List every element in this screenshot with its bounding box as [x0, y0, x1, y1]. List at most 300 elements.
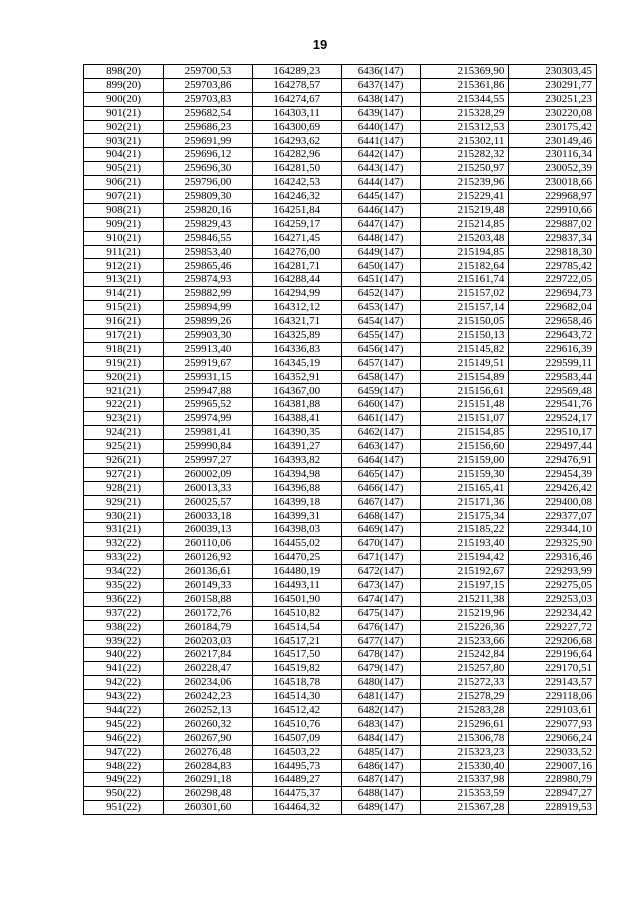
x-coordinate-left-cell: 259796,00: [164, 176, 253, 190]
point-id-right-cell: 6465(147): [341, 467, 420, 481]
y-coordinate-left-cell: 164294,99: [252, 287, 341, 301]
x-coordinate-right-cell: 215159,00: [420, 453, 509, 467]
table-row: [84, 551, 597, 565]
page-number: 19: [312, 37, 328, 52]
point-id-right-cell: 6460(147): [341, 398, 420, 412]
y-coordinate-right-cell: 229234,42: [509, 606, 597, 620]
x-coordinate-left-cell: 260184,79: [164, 620, 253, 634]
x-coordinate-left-cell: 259981,41: [164, 426, 253, 440]
x-coordinate-left-cell: 260234,06: [164, 676, 253, 690]
point-id-left-cell: 922(21): [84, 398, 164, 412]
point-id-right-cell: 6477(147): [341, 634, 420, 648]
point-id-left-cell: 931(21): [84, 523, 164, 537]
y-coordinate-right-cell: 229344,10: [509, 523, 597, 537]
y-coordinate-left-cell: 164510,82: [252, 606, 341, 620]
x-coordinate-right-cell: 215337,98: [420, 773, 509, 787]
y-coordinate-right-cell: 229524,17: [509, 412, 597, 426]
table-row: [84, 176, 597, 190]
table-row: [84, 676, 597, 690]
y-coordinate-left-cell: 164517,21: [252, 634, 341, 648]
point-id-right-cell: 6489(147): [341, 801, 420, 815]
point-id-right-cell: 6470(147): [341, 537, 420, 551]
x-coordinate-left-cell: 260149,33: [164, 578, 253, 592]
y-coordinate-left-cell: 164281,71: [252, 259, 341, 273]
y-coordinate-left-cell: 164381,88: [252, 398, 341, 412]
table-row: [84, 203, 597, 217]
y-coordinate-left-cell: 164271,45: [252, 231, 341, 245]
point-id-left-cell: 913(21): [84, 273, 164, 287]
y-coordinate-left-cell: 164288,44: [252, 273, 341, 287]
y-coordinate-right-cell: 229785,42: [509, 259, 597, 273]
y-coordinate-left-cell: 164293,62: [252, 134, 341, 148]
table-row: [84, 231, 597, 245]
table-row: [84, 120, 597, 134]
y-coordinate-left-cell: 164512,42: [252, 703, 341, 717]
table-row: [84, 162, 597, 176]
point-id-left-cell: 949(22): [84, 773, 164, 787]
x-coordinate-left-cell: 260252,13: [164, 703, 253, 717]
x-coordinate-left-cell: 259703,83: [164, 92, 253, 106]
point-id-left-cell: 932(22): [84, 537, 164, 551]
x-coordinate-right-cell: 215353,59: [420, 787, 509, 801]
y-coordinate-left-cell: 164321,71: [252, 315, 341, 329]
x-coordinate-right-cell: 215175,34: [420, 509, 509, 523]
table-row: [84, 426, 597, 440]
table-row: [84, 65, 597, 79]
point-id-left-cell: 918(21): [84, 342, 164, 356]
x-coordinate-left-cell: 259974,99: [164, 412, 253, 426]
point-id-right-cell: 6474(147): [341, 592, 420, 606]
x-coordinate-left-cell: 259809,30: [164, 190, 253, 204]
x-coordinate-left-cell: 260260,32: [164, 717, 253, 731]
point-id-right-cell: 6436(147): [341, 65, 420, 79]
point-id-left-cell: 946(22): [84, 731, 164, 745]
point-id-left-cell: 911(21): [84, 245, 164, 259]
point-id-right-cell: 6446(147): [341, 203, 420, 217]
point-id-left-cell: 951(22): [84, 801, 164, 815]
x-coordinate-left-cell: 259947,88: [164, 384, 253, 398]
x-coordinate-right-cell: 215171,36: [420, 495, 509, 509]
x-coordinate-left-cell: 259913,40: [164, 342, 253, 356]
y-coordinate-right-cell: 229658,46: [509, 315, 597, 329]
x-coordinate-left-cell: 260228,47: [164, 662, 253, 676]
x-coordinate-right-cell: 215242,84: [420, 648, 509, 662]
table-row: [84, 301, 597, 315]
y-coordinate-left-cell: 164455,02: [252, 537, 341, 551]
point-id-right-cell: 6487(147): [341, 773, 420, 787]
table-row: [84, 717, 597, 731]
point-id-left-cell: 938(22): [84, 620, 164, 634]
point-id-left-cell: 924(21): [84, 426, 164, 440]
point-id-right-cell: 6458(147): [341, 370, 420, 384]
x-coordinate-right-cell: 215219,96: [420, 606, 509, 620]
y-coordinate-left-cell: 164495,73: [252, 759, 341, 773]
table-row: [84, 315, 597, 329]
y-coordinate-right-cell: 229103,61: [509, 703, 597, 717]
point-id-left-cell: 916(21): [84, 315, 164, 329]
y-coordinate-left-cell: 164300,69: [252, 120, 341, 134]
point-id-right-cell: 6440(147): [341, 120, 420, 134]
x-coordinate-left-cell: 260203,03: [164, 634, 253, 648]
x-coordinate-left-cell: 259700,53: [164, 65, 253, 79]
y-coordinate-left-cell: 164251,84: [252, 203, 341, 217]
y-coordinate-left-cell: 164276,00: [252, 245, 341, 259]
y-coordinate-right-cell: 229454,39: [509, 467, 597, 481]
y-coordinate-left-cell: 164514,30: [252, 690, 341, 704]
point-id-right-cell: 6456(147): [341, 342, 420, 356]
y-coordinate-right-cell: 229426,42: [509, 481, 597, 495]
y-coordinate-right-cell: 230291,77: [509, 78, 597, 92]
x-coordinate-left-cell: 259882,99: [164, 287, 253, 301]
point-id-right-cell: 6450(147): [341, 259, 420, 273]
point-id-right-cell: 6444(147): [341, 176, 420, 190]
point-id-right-cell: 6455(147): [341, 328, 420, 342]
x-coordinate-right-cell: 215156,60: [420, 440, 509, 454]
y-coordinate-right-cell: 229968,97: [509, 190, 597, 204]
x-coordinate-right-cell: 215296,61: [420, 717, 509, 731]
point-id-right-cell: 6467(147): [341, 495, 420, 509]
x-coordinate-right-cell: 215154,89: [420, 370, 509, 384]
y-coordinate-left-cell: 164503,22: [252, 745, 341, 759]
point-id-left-cell: 923(21): [84, 412, 164, 426]
point-id-left-cell: 945(22): [84, 717, 164, 731]
x-coordinate-left-cell: 260033,18: [164, 509, 253, 523]
table-row: [84, 190, 597, 204]
y-coordinate-right-cell: 229170,51: [509, 662, 597, 676]
point-id-left-cell: 942(22): [84, 676, 164, 690]
x-coordinate-right-cell: 215161,74: [420, 273, 509, 287]
coordinates-table: [83, 64, 597, 815]
x-coordinate-right-cell: 215165,41: [420, 481, 509, 495]
x-coordinate-right-cell: 215282,32: [420, 148, 509, 162]
point-id-right-cell: 6457(147): [341, 356, 420, 370]
point-id-right-cell: 6449(147): [341, 245, 420, 259]
point-id-left-cell: 936(22): [84, 592, 164, 606]
x-coordinate-right-cell: 215185,22: [420, 523, 509, 537]
x-coordinate-right-cell: 215344,55: [420, 92, 509, 106]
y-coordinate-left-cell: 164398,03: [252, 523, 341, 537]
table-row: [84, 398, 597, 412]
point-id-right-cell: 6473(147): [341, 578, 420, 592]
table-row: [84, 523, 597, 537]
table-row: [84, 620, 597, 634]
x-coordinate-right-cell: 215150,05: [420, 315, 509, 329]
table-row: [84, 773, 597, 787]
y-coordinate-right-cell: 229066,24: [509, 731, 597, 745]
table-row: [84, 148, 597, 162]
x-coordinate-left-cell: 259696,12: [164, 148, 253, 162]
y-coordinate-left-cell: 164519,82: [252, 662, 341, 676]
x-coordinate-left-cell: 259682,54: [164, 106, 253, 120]
y-coordinate-left-cell: 164345,19: [252, 356, 341, 370]
table-row: [84, 537, 597, 551]
y-coordinate-left-cell: 164325,89: [252, 328, 341, 342]
table-row: [84, 801, 597, 815]
y-coordinate-right-cell: 229682,04: [509, 301, 597, 315]
x-coordinate-right-cell: 215278,29: [420, 690, 509, 704]
x-coordinate-left-cell: 260291,18: [164, 773, 253, 787]
y-coordinate-right-cell: 229510,17: [509, 426, 597, 440]
point-id-left-cell: 919(21): [84, 356, 164, 370]
y-coordinate-right-cell: 228919,53: [509, 801, 597, 815]
y-coordinate-right-cell: 229476,91: [509, 453, 597, 467]
table-row: [84, 759, 597, 773]
point-id-right-cell: 6486(147): [341, 759, 420, 773]
y-coordinate-left-cell: 164282,96: [252, 148, 341, 162]
point-id-right-cell: 6480(147): [341, 676, 420, 690]
x-coordinate-left-cell: 259874,93: [164, 273, 253, 287]
y-coordinate-right-cell: 229253,03: [509, 592, 597, 606]
point-id-left-cell: 940(22): [84, 648, 164, 662]
x-coordinate-right-cell: 215306,78: [420, 731, 509, 745]
x-coordinate-left-cell: 260284,83: [164, 759, 253, 773]
point-id-right-cell: 6464(147): [341, 453, 420, 467]
point-id-left-cell: 902(21): [84, 120, 164, 134]
table-row: [84, 245, 597, 259]
point-id-left-cell: 908(21): [84, 203, 164, 217]
point-id-left-cell: 947(22): [84, 745, 164, 759]
x-coordinate-right-cell: 215361,86: [420, 78, 509, 92]
x-coordinate-right-cell: 215233,66: [420, 634, 509, 648]
y-coordinate-left-cell: 164396,88: [252, 481, 341, 495]
y-coordinate-left-cell: 164493,11: [252, 578, 341, 592]
x-coordinate-right-cell: 215257,80: [420, 662, 509, 676]
point-id-right-cell: 6442(147): [341, 148, 420, 162]
point-id-left-cell: 920(21): [84, 370, 164, 384]
point-id-left-cell: 934(22): [84, 565, 164, 579]
point-id-right-cell: 6454(147): [341, 315, 420, 329]
point-id-right-cell: 6469(147): [341, 523, 420, 537]
table-row: [84, 467, 597, 481]
x-coordinate-right-cell: 215194,85: [420, 245, 509, 259]
x-coordinate-left-cell: 259686,23: [164, 120, 253, 134]
y-coordinate-right-cell: 229275,05: [509, 578, 597, 592]
coordinates-table-body: [84, 65, 597, 815]
y-coordinate-right-cell: 229887,02: [509, 217, 597, 231]
x-coordinate-left-cell: 259853,40: [164, 245, 253, 259]
x-coordinate-right-cell: 215219,48: [420, 203, 509, 217]
table-row: [84, 509, 597, 523]
y-coordinate-right-cell: 229583,44: [509, 370, 597, 384]
x-coordinate-left-cell: 260013,33: [164, 481, 253, 495]
table-row: [84, 384, 597, 398]
point-id-right-cell: 6475(147): [341, 606, 420, 620]
y-coordinate-left-cell: 164399,31: [252, 509, 341, 523]
table-row: [84, 481, 597, 495]
y-coordinate-left-cell: 164388,41: [252, 412, 341, 426]
point-id-right-cell: 6437(147): [341, 78, 420, 92]
y-coordinate-right-cell: 229694,73: [509, 287, 597, 301]
point-id-left-cell: 943(22): [84, 690, 164, 704]
y-coordinate-right-cell: 229599,11: [509, 356, 597, 370]
point-id-right-cell: 6482(147): [341, 703, 420, 717]
table-row: [84, 578, 597, 592]
point-id-right-cell: 6447(147): [341, 217, 420, 231]
point-id-left-cell: 898(20): [84, 65, 164, 79]
point-id-right-cell: 6468(147): [341, 509, 420, 523]
y-coordinate-left-cell: 164352,91: [252, 370, 341, 384]
y-coordinate-right-cell: 229818,30: [509, 245, 597, 259]
x-coordinate-left-cell: 260110,06: [164, 537, 253, 551]
x-coordinate-left-cell: 259894,99: [164, 301, 253, 315]
y-coordinate-right-cell: 229206,68: [509, 634, 597, 648]
table-row: [84, 342, 597, 356]
x-coordinate-right-cell: 215302,11: [420, 134, 509, 148]
point-id-right-cell: 6481(147): [341, 690, 420, 704]
y-coordinate-right-cell: 229616,39: [509, 342, 597, 356]
y-coordinate-left-cell: 164312,12: [252, 301, 341, 315]
x-coordinate-left-cell: 260301,60: [164, 801, 253, 815]
y-coordinate-left-cell: 164518,78: [252, 676, 341, 690]
x-coordinate-right-cell: 215229,41: [420, 190, 509, 204]
x-coordinate-left-cell: 259931,15: [164, 370, 253, 384]
table-row: [84, 287, 597, 301]
table-row: [84, 453, 597, 467]
point-id-left-cell: 937(22): [84, 606, 164, 620]
table-row: [84, 440, 597, 454]
point-id-left-cell: 928(21): [84, 481, 164, 495]
x-coordinate-right-cell: 215194,42: [420, 551, 509, 565]
x-coordinate-left-cell: 259865,46: [164, 259, 253, 273]
y-coordinate-left-cell: 164303,11: [252, 106, 341, 120]
y-coordinate-left-cell: 164259,17: [252, 217, 341, 231]
x-coordinate-right-cell: 215154,85: [420, 426, 509, 440]
x-coordinate-right-cell: 215214,85: [420, 217, 509, 231]
y-coordinate-left-cell: 164391,27: [252, 440, 341, 454]
x-coordinate-right-cell: 215156,61: [420, 384, 509, 398]
y-coordinate-left-cell: 164281,50: [252, 162, 341, 176]
x-coordinate-right-cell: 215151,48: [420, 398, 509, 412]
y-coordinate-right-cell: 229837,34: [509, 231, 597, 245]
x-coordinate-left-cell: 259903,30: [164, 328, 253, 342]
x-coordinate-right-cell: 215182,64: [420, 259, 509, 273]
point-id-right-cell: 6451(147): [341, 273, 420, 287]
x-coordinate-left-cell: 260039,13: [164, 523, 253, 537]
point-id-left-cell: 939(22): [84, 634, 164, 648]
point-id-right-cell: 6476(147): [341, 620, 420, 634]
point-id-right-cell: 6439(147): [341, 106, 420, 120]
x-coordinate-right-cell: 215159,30: [420, 467, 509, 481]
y-coordinate-right-cell: 229325,90: [509, 537, 597, 551]
point-id-left-cell: 927(21): [84, 467, 164, 481]
point-id-left-cell: 907(21): [84, 190, 164, 204]
y-coordinate-right-cell: 230018,66: [509, 176, 597, 190]
x-coordinate-right-cell: 215272,33: [420, 676, 509, 690]
point-id-left-cell: 914(21): [84, 287, 164, 301]
y-coordinate-left-cell: 164393,82: [252, 453, 341, 467]
y-coordinate-left-cell: 164367,00: [252, 384, 341, 398]
x-coordinate-right-cell: 215323,23: [420, 745, 509, 759]
x-coordinate-right-cell: 215192,67: [420, 565, 509, 579]
y-coordinate-right-cell: 230220,08: [509, 106, 597, 120]
point-id-left-cell: 917(21): [84, 328, 164, 342]
point-id-left-cell: 935(22): [84, 578, 164, 592]
y-coordinate-left-cell: 164514,54: [252, 620, 341, 634]
x-coordinate-right-cell: 215150,13: [420, 328, 509, 342]
x-coordinate-left-cell: 259919,67: [164, 356, 253, 370]
y-coordinate-right-cell: 229033,52: [509, 745, 597, 759]
y-coordinate-right-cell: 229118,06: [509, 690, 597, 704]
point-id-right-cell: 6459(147): [341, 384, 420, 398]
table-row: [84, 592, 597, 606]
point-id-left-cell: 926(21): [84, 453, 164, 467]
y-coordinate-left-cell: 164399,18: [252, 495, 341, 509]
table-row: [84, 565, 597, 579]
table-row: [84, 787, 597, 801]
table-row: [84, 259, 597, 273]
y-coordinate-left-cell: 164475,37: [252, 787, 341, 801]
point-id-right-cell: 6479(147): [341, 662, 420, 676]
point-id-left-cell: 921(21): [84, 384, 164, 398]
table-row: [84, 690, 597, 704]
x-coordinate-right-cell: 215203,48: [420, 231, 509, 245]
y-coordinate-right-cell: 229007,16: [509, 759, 597, 773]
y-coordinate-left-cell: 164470,25: [252, 551, 341, 565]
point-id-left-cell: 933(22): [84, 551, 164, 565]
point-id-right-cell: 6443(147): [341, 162, 420, 176]
x-coordinate-left-cell: 260158,88: [164, 592, 253, 606]
x-coordinate-left-cell: 260172,76: [164, 606, 253, 620]
x-coordinate-right-cell: 215157,02: [420, 287, 509, 301]
point-id-left-cell: 899(20): [84, 78, 164, 92]
point-id-right-cell: 6441(147): [341, 134, 420, 148]
x-coordinate-left-cell: 259846,55: [164, 231, 253, 245]
table-row: [84, 78, 597, 92]
table-row: [84, 606, 597, 620]
x-coordinate-right-cell: 215157,14: [420, 301, 509, 315]
y-coordinate-right-cell: 229910,66: [509, 203, 597, 217]
y-coordinate-right-cell: 230303,45: [509, 65, 597, 79]
y-coordinate-left-cell: 164501,90: [252, 592, 341, 606]
point-id-left-cell: 929(21): [84, 495, 164, 509]
table-row: [84, 495, 597, 509]
point-id-left-cell: 905(21): [84, 162, 164, 176]
y-coordinate-right-cell: 229293,99: [509, 565, 597, 579]
y-coordinate-right-cell: 228947,27: [509, 787, 597, 801]
point-id-left-cell: 904(21): [84, 148, 164, 162]
y-coordinate-right-cell: 229377,07: [509, 509, 597, 523]
x-coordinate-left-cell: 259965,52: [164, 398, 253, 412]
table-row: [84, 370, 597, 384]
x-coordinate-left-cell: 260242,23: [164, 690, 253, 704]
point-id-left-cell: 930(21): [84, 509, 164, 523]
point-id-left-cell: 909(21): [84, 217, 164, 231]
y-coordinate-right-cell: 229316,46: [509, 551, 597, 565]
y-coordinate-right-cell: 229196,64: [509, 648, 597, 662]
y-coordinate-right-cell: 229143,57: [509, 676, 597, 690]
point-id-left-cell: 915(21): [84, 301, 164, 315]
table-row: [84, 731, 597, 745]
x-coordinate-right-cell: 215151,07: [420, 412, 509, 426]
x-coordinate-left-cell: 260217,84: [164, 648, 253, 662]
x-coordinate-left-cell: 260002,09: [164, 467, 253, 481]
table-row: [84, 648, 597, 662]
point-id-left-cell: 948(22): [84, 759, 164, 773]
x-coordinate-left-cell: 260267,90: [164, 731, 253, 745]
x-coordinate-right-cell: 215367,28: [420, 801, 509, 815]
x-coordinate-left-cell: 260126,92: [164, 551, 253, 565]
x-coordinate-left-cell: 259703,86: [164, 78, 253, 92]
point-id-right-cell: 6485(147): [341, 745, 420, 759]
point-id-right-cell: 6471(147): [341, 551, 420, 565]
y-coordinate-left-cell: 164510,76: [252, 717, 341, 731]
table-row: [84, 217, 597, 231]
x-coordinate-left-cell: 259691,99: [164, 134, 253, 148]
point-id-left-cell: 910(21): [84, 231, 164, 245]
y-coordinate-left-cell: 164489,27: [252, 773, 341, 787]
y-coordinate-left-cell: 164336,83: [252, 342, 341, 356]
x-coordinate-left-cell: 260276,48: [164, 745, 253, 759]
